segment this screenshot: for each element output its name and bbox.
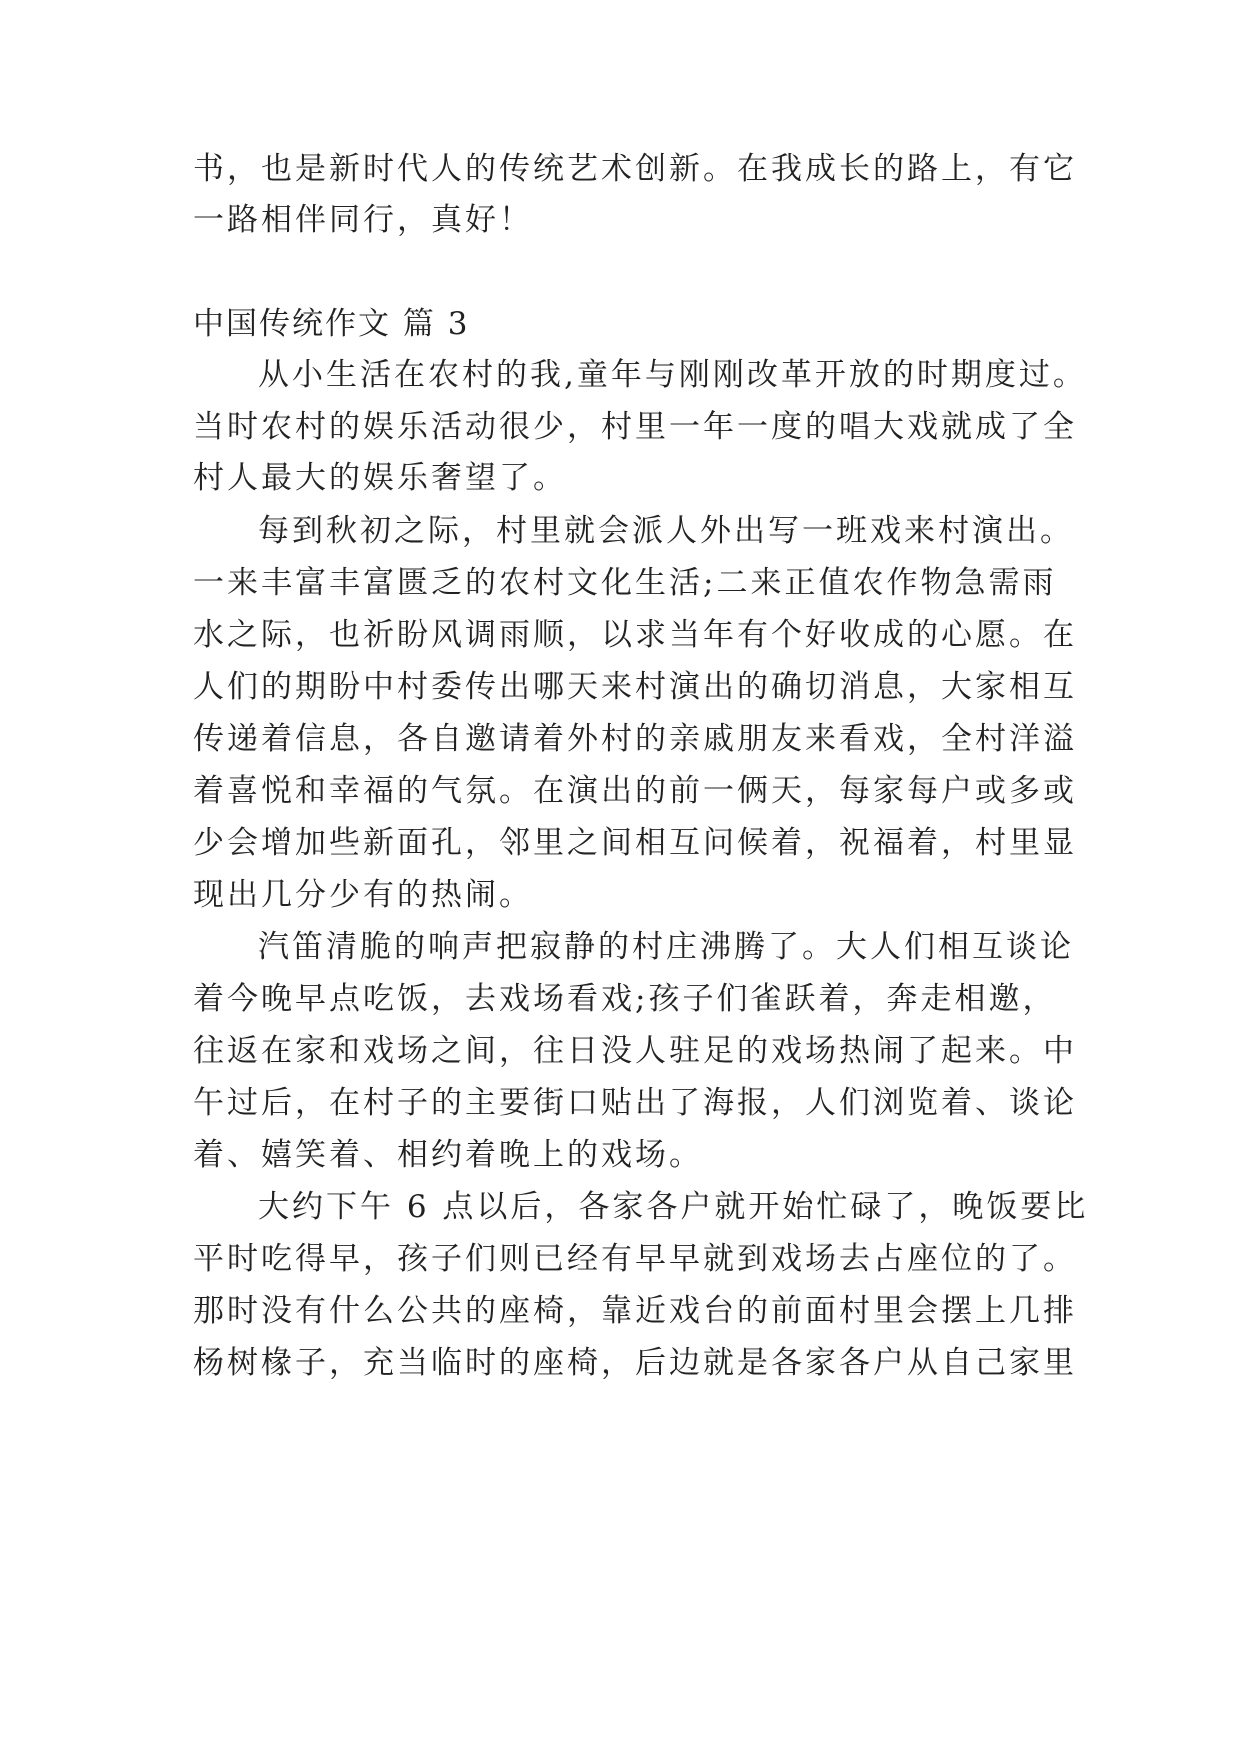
text-line: 着喜悦和幸福的气氛。在演出的前一俩天，每家每户或多或 xyxy=(193,773,1077,809)
text-line: 书，也是新时代人的传统艺术创新。在我成长的路上，有它 xyxy=(193,151,1077,187)
text-line: 杨树椽子，充当临时的座椅，后边就是各家各户从自己家里 xyxy=(193,1345,1077,1381)
paragraph-first-line: 大约下午 6 点以后，各家各户就开始忙碌了，晚饭要比 xyxy=(258,1189,1089,1225)
text-line: 平时吃得早，孩子们则已经有早早就到戏场去占座位的了。 xyxy=(193,1241,1077,1277)
text-line: 一来丰富丰富匮乏的农村文化生活;二来正值农作物急需雨 xyxy=(193,565,1057,601)
paragraph-first-line: 从小生活在农村的我,童年与刚刚改革开放的时期度过。 xyxy=(258,357,1087,393)
text-line: 午过后，在村子的主要街口贴出了海报，人们浏览着、谈论 xyxy=(193,1085,1077,1121)
text-line: 少会增加些新面孔，邻里之间相互问候着，祝福着，村里显 xyxy=(193,825,1077,861)
text-line: 传递着信息，各自邀请着外村的亲戚朋友来看戏，全村洋溢 xyxy=(193,721,1077,757)
text-line: 着今晚早点吃饭，去戏场看戏;孩子们雀跃着，奔走相邀， xyxy=(193,981,1057,1017)
text-line: 现出几分少有的热闹。 xyxy=(193,877,533,913)
text-line: 村人最大的娱乐奢望了。 xyxy=(193,460,567,496)
text-line: 着、嬉笑着、相约着晚上的戏场。 xyxy=(193,1137,703,1173)
text-line: 水之际，也祈盼风调雨顺，以求当年有个好收成的心愿。在 xyxy=(193,617,1077,653)
text-line: 人们的期盼中村委传出哪天来村演出的确切消息，大家相互 xyxy=(193,669,1077,705)
text-line: 当时农村的娱乐活动很少，村里一年一度的唱大戏就成了全 xyxy=(193,409,1077,445)
section-heading: 中国传统作文 篇 3 xyxy=(193,306,470,342)
text-line: 一路相伴同行，真好！ xyxy=(193,202,533,238)
paragraph-first-line: 汽笛清脆的响声把寂静的村庄沸腾了。大人们相互谈论 xyxy=(258,929,1074,965)
paragraph-first-line: 每到秋初之际，村里就会派人外出写一班戏来村演出。 xyxy=(258,513,1074,549)
text-line: 往返在家和戏场之间，往日没人驻足的戏场热闹了起来。中 xyxy=(193,1033,1077,1069)
text-line: 那时没有什么公共的座椅，靠近戏台的前面村里会摆上几排 xyxy=(193,1293,1077,1329)
